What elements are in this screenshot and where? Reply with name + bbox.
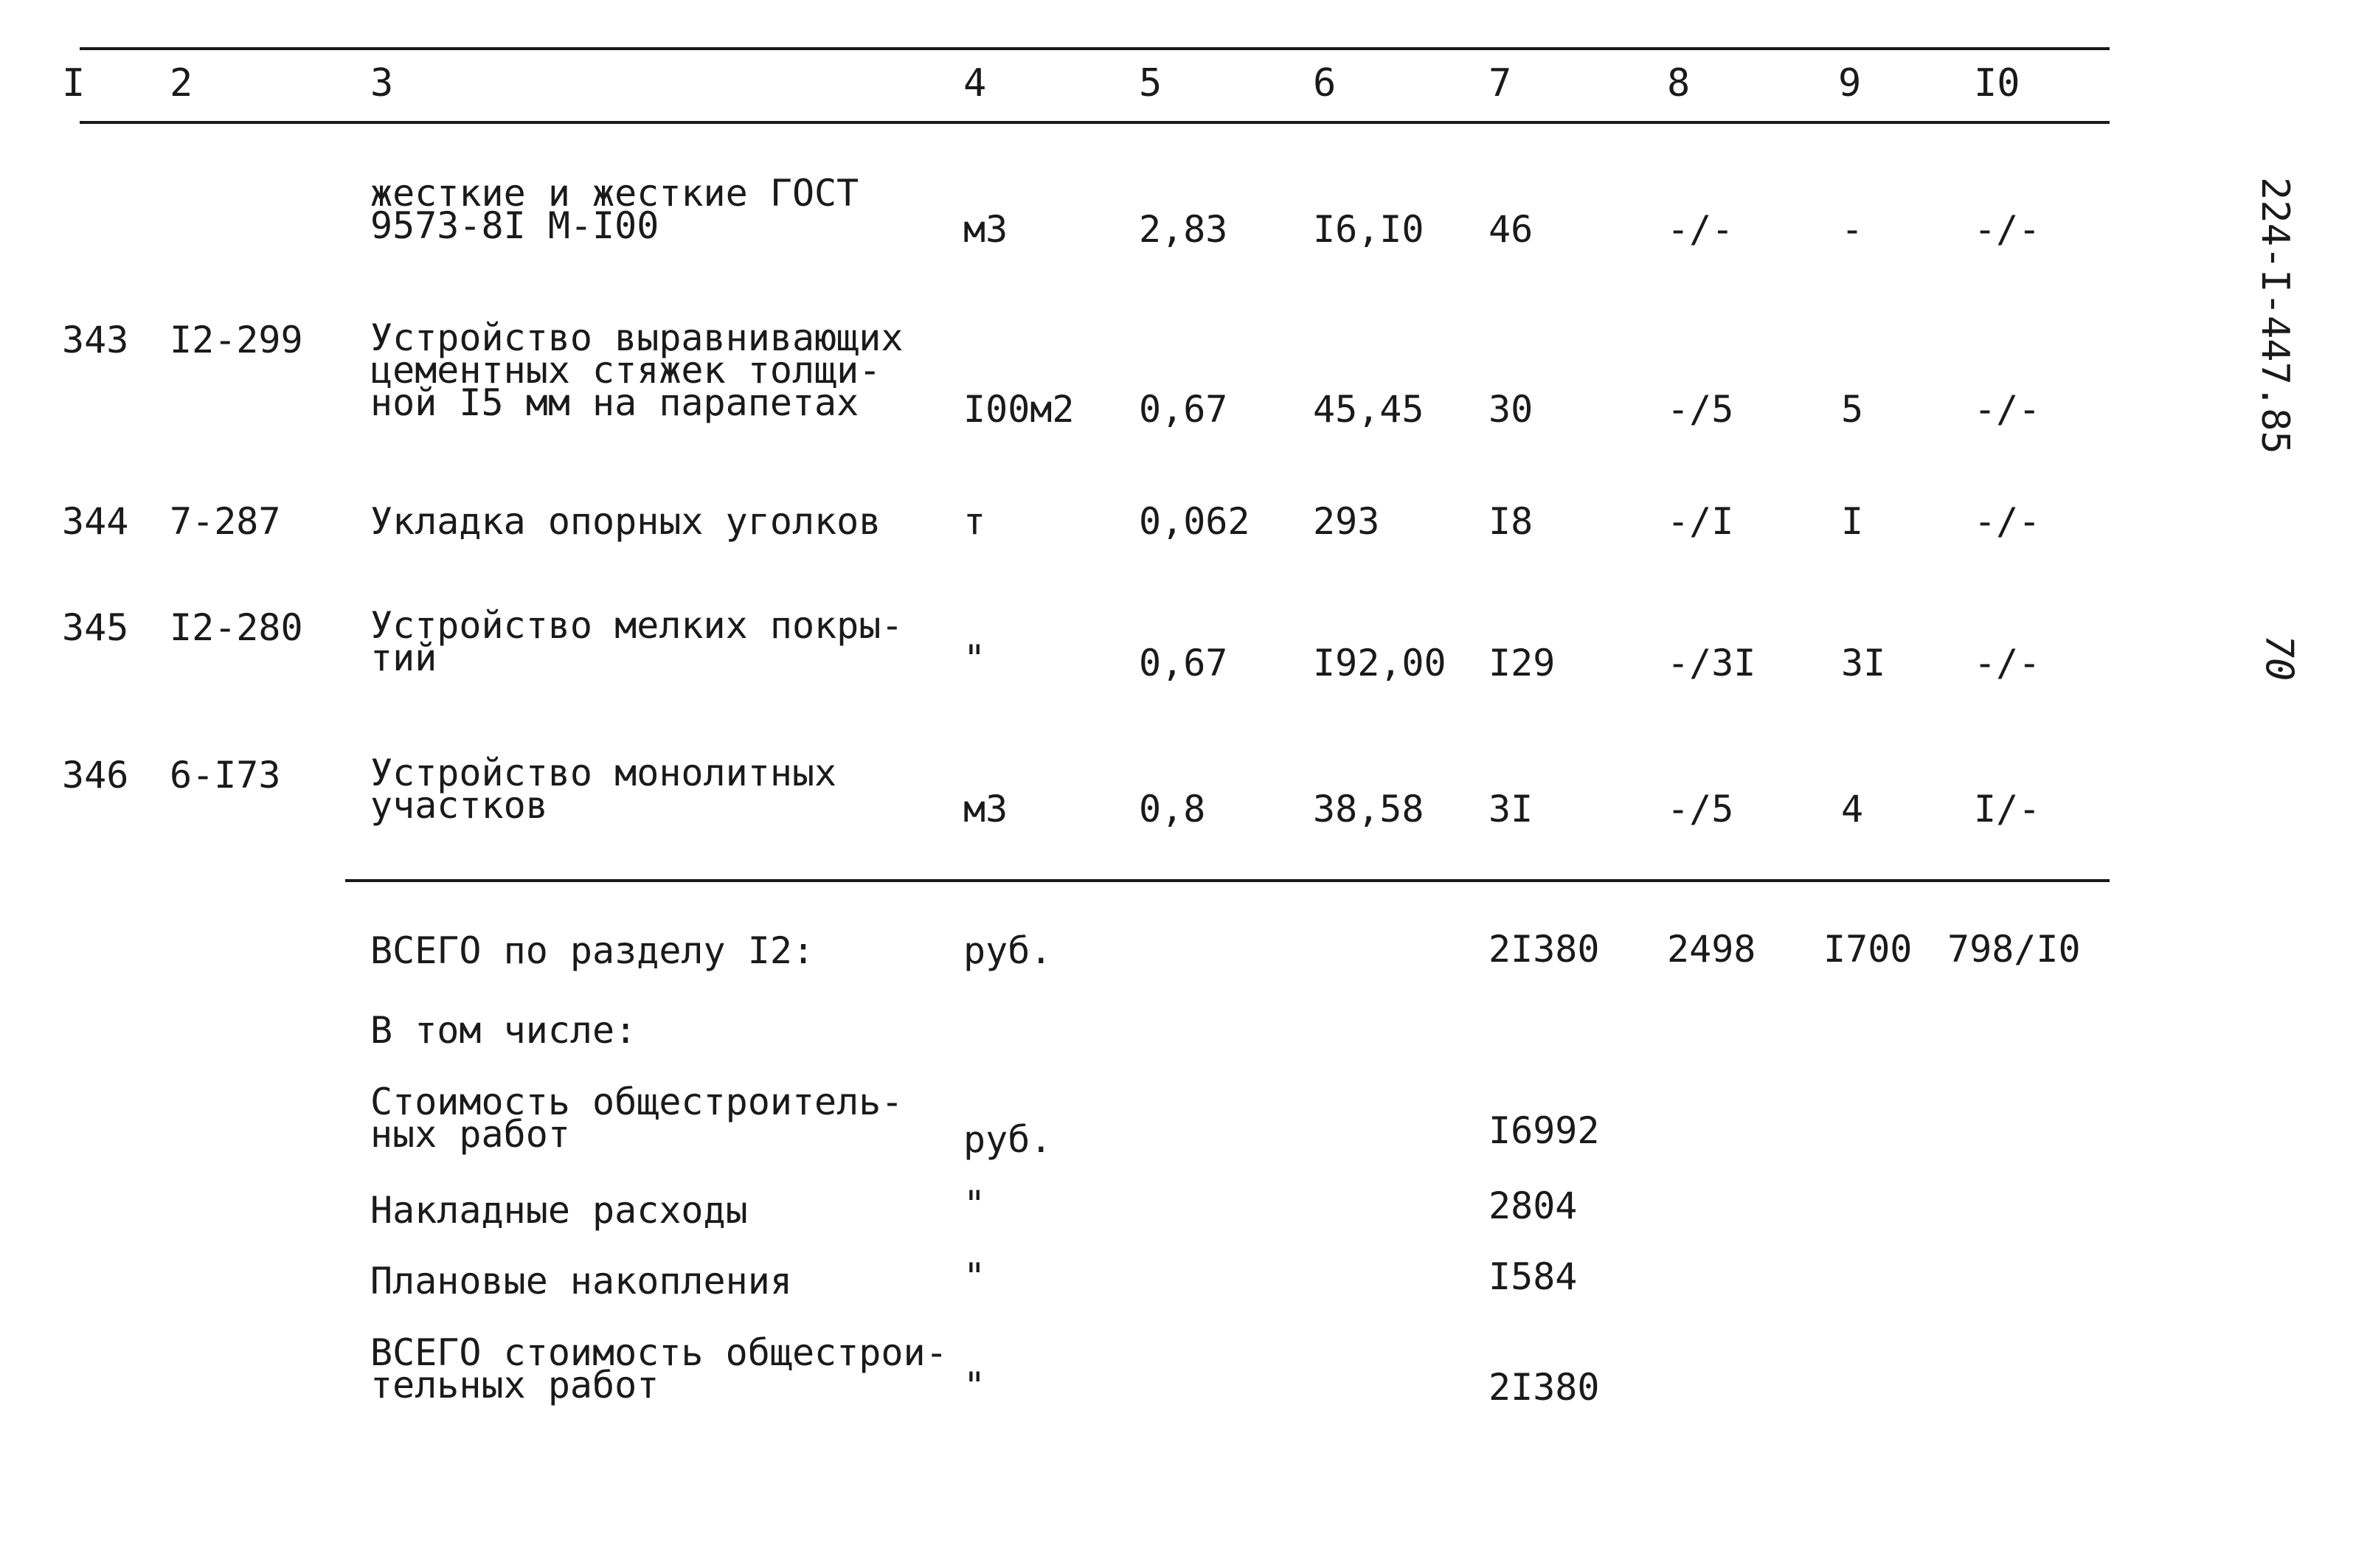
row-2-unit: т	[963, 500, 986, 543]
summary-item-2-value: I584	[1489, 1255, 1578, 1298]
row-4-num: 346	[62, 754, 129, 797]
header-col-5: 5	[1139, 61, 1162, 105]
summary-total-c8: 2498	[1667, 928, 1756, 971]
row-1-price: 45,45	[1313, 388, 1424, 431]
row-4-qty: 0,8	[1139, 788, 1206, 830]
row-2-name: Укладка опорных уголков	[370, 500, 881, 543]
row-3-code: I2-280	[170, 606, 303, 649]
row-1-name: Устройство выравнивающих цементных стяжек толщи- ной I5 мм на парапетах	[370, 316, 904, 424]
row-3-name: Устройство мелких покры- тий	[370, 604, 904, 679]
row-1-qty: 0,67	[1139, 388, 1228, 431]
header-col-8: 8	[1667, 61, 1691, 105]
row-1-c10: -/-	[1974, 388, 2041, 431]
summary-total-unit: руб.	[963, 929, 1053, 972]
summary-item-3-unit: "	[963, 1364, 986, 1407]
row-0-c9: -	[1841, 208, 1864, 251]
row-0-qty: 2,83	[1139, 208, 1228, 251]
row-1-unit: I00м2	[963, 388, 1075, 431]
summary-item-3-value: 2I380	[1489, 1366, 1600, 1409]
row-2-num: 344	[62, 500, 129, 543]
header-col-2: 2	[170, 61, 193, 105]
row-1-total: 30	[1489, 388, 1534, 431]
summary-item-1-value: 2804	[1489, 1184, 1578, 1227]
summary-item-2-label: Плановые накопления	[370, 1260, 792, 1302]
row-1-code: I2-299	[170, 319, 303, 361]
totals-separator	[345, 879, 2110, 882]
header-col-3: 3	[370, 61, 394, 105]
header-col-4: 4	[963, 61, 987, 105]
summary-item-0-value: I6992	[1489, 1109, 1600, 1152]
header-col-6: 6	[1313, 61, 1337, 105]
side-doc-code: 224-I-447.85	[2253, 177, 2297, 454]
row-4-code: 6-I73	[170, 754, 281, 797]
row-2-price: 293	[1313, 500, 1380, 543]
row-0-price: I6,I0	[1313, 208, 1424, 251]
header-top-rule	[80, 47, 2110, 50]
row-2-total: I8	[1489, 500, 1534, 543]
row-0-name: жесткие и жесткие ГОСТ 9573-8I М-I00	[370, 172, 859, 247]
row-3-qty: 0,67	[1139, 642, 1228, 684]
row-2-c8: -/I	[1667, 500, 1734, 543]
summary-item-0-label: Стоимость общестроитель- ных работ	[370, 1080, 904, 1156]
header-col-1: I	[62, 61, 86, 105]
row-2-c10: -/-	[1974, 500, 2041, 543]
summary-item-0-unit: руб.	[963, 1118, 1053, 1161]
row-4-c9: 4	[1841, 788, 1864, 830]
row-0-c10: -/-	[1974, 208, 2041, 251]
header-col-7: 7	[1489, 61, 1512, 105]
row-4-c10: I/-	[1974, 788, 2041, 830]
row-4-unit: м3	[963, 788, 1008, 830]
summary-total-c10: 798/I0	[1947, 928, 2081, 971]
row-3-unit: "	[963, 637, 986, 680]
summary-in-that: В том числе:	[370, 1009, 637, 1052]
summary-total-label: ВСЕГО по разделу I2:	[370, 929, 815, 972]
summary-item-1-unit: "	[963, 1183, 986, 1226]
row-3-num: 345	[62, 606, 129, 649]
row-1-num: 343	[62, 319, 129, 361]
row-3-c9: 3I	[1841, 642, 1886, 684]
row-4-c8: -/5	[1667, 788, 1734, 830]
header-bottom-rule	[80, 121, 2110, 124]
row-0-c8: -/-	[1667, 208, 1734, 251]
row-0-unit: м3	[963, 208, 1008, 251]
row-3-total: I29	[1489, 642, 1556, 684]
row-3-c10: -/-	[1974, 642, 2041, 684]
summary-item-1-label: Накладные расходы	[370, 1189, 748, 1232]
row-3-price: I92,00	[1313, 642, 1446, 684]
row-4-name: Устройство монолитных участков	[370, 752, 837, 827]
summary-item-2-unit: "	[963, 1255, 986, 1298]
row-1-c8: -/5	[1667, 388, 1734, 431]
row-0-total: 46	[1489, 208, 1534, 251]
summary-item-3-label: ВСЕГО стоимость общестрои- тельных работ	[370, 1331, 948, 1406]
row-2-qty: 0,062	[1139, 500, 1250, 543]
row-4-total: 3I	[1489, 788, 1534, 830]
row-2-code: 7-287	[170, 500, 281, 543]
header-col-9: 9	[1838, 61, 1862, 105]
row-4-price: 38,58	[1313, 788, 1424, 830]
summary-total-c9: I700	[1823, 928, 1913, 971]
summary-total-c7: 2I380	[1489, 928, 1600, 971]
header-col-10: I0	[1974, 61, 2020, 105]
row-2-c9: I	[1841, 500, 1864, 543]
side-page-number: 70	[2256, 634, 2301, 681]
row-3-c8: -/3I	[1667, 642, 1756, 684]
row-1-c9: 5	[1841, 388, 1864, 431]
